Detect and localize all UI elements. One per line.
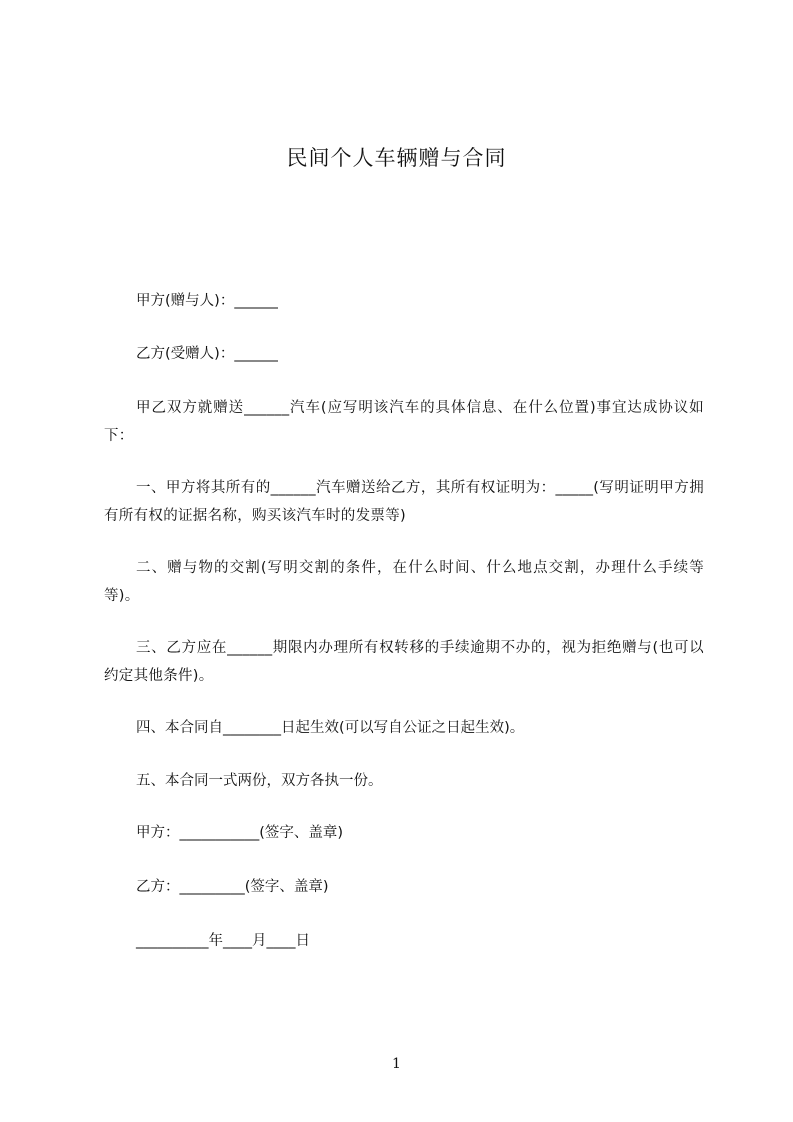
intro-paragraph: 甲乙双方就赠送______汽车(应写明该汽车的具体信息、在什么位置)事宜达成协议如下： [104, 400, 704, 444]
clause-3-paragraph: 三、乙方应在______期限内办理所有权转移的手续逾期不办的，视为拒绝赠与(也可以约定其他条件)。 [104, 640, 704, 684]
document-title: 民间个人车辆赠与合同 [286, 146, 507, 170]
party-b-line: 乙方(受赠人)：______ [136, 346, 278, 362]
date-line: __________年____月____日 [136, 933, 310, 949]
page-number: 1 [392, 1056, 401, 1072]
party-a-line: 甲方(赠与人)：______ [136, 293, 278, 309]
clause-5-line: 五、本合同一式两份，双方各执一份。 [136, 773, 383, 789]
clause-2-paragraph: 二、赠与物的交割(写明交割的条件，在什么时间、什么地点交割，办理什么手续等等)。 [104, 560, 704, 604]
signature-b-line: 乙方：_________(签字、盖章) [136, 879, 329, 895]
clause-4-line: 四、本合同自________日起生效(可以写自公证之日起生效)。 [136, 720, 525, 736]
clause-1-paragraph: 一、甲方将其所有的______汽车赠送给乙方，其所有权证明为：_____(写明证明甲方拥有所有权的证据名称，购买该汽车时的发票等) [104, 480, 704, 524]
signature-a-line: 甲方：___________(签字、盖章) [136, 825, 344, 841]
